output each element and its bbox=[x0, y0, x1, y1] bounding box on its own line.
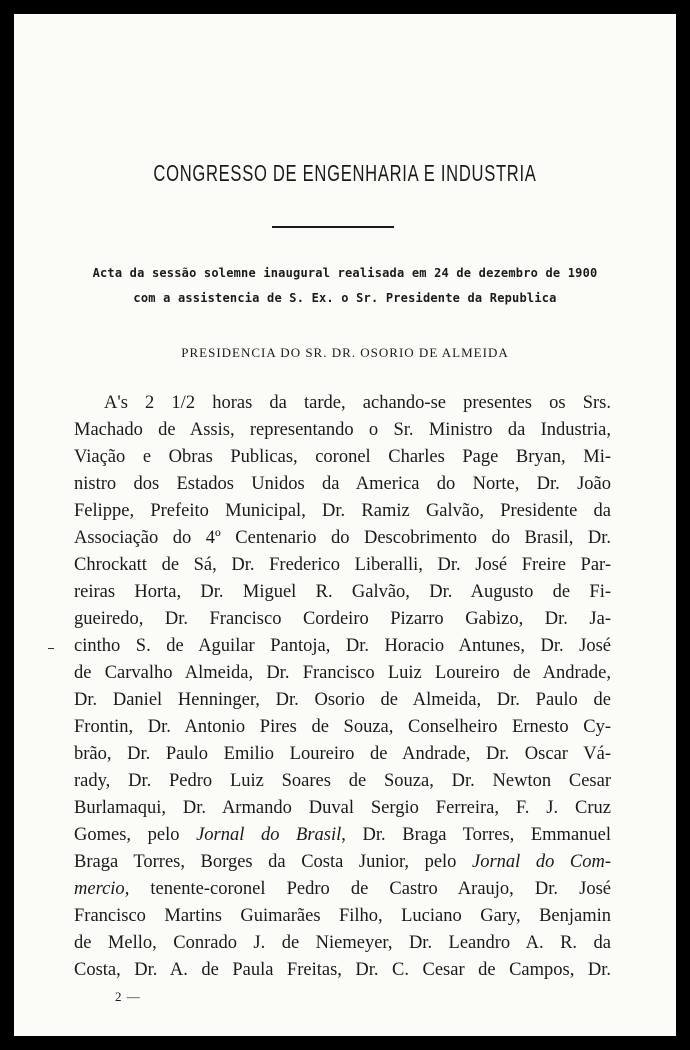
body-line: reiras Horta, Dr. Miguel R. Galvão, Dr. Augusto de Fi- bbox=[74, 582, 611, 602]
line-text: Gomes, pelo bbox=[74, 825, 197, 845]
subtitle-line-2: com a assistencia de S. Ex. o Sr. Presidente da Republica bbox=[133, 291, 557, 305]
title-divider bbox=[272, 226, 394, 228]
newspaper-name: Jornal do Brasil bbox=[196, 825, 342, 845]
line-text: , tenente-coronel Pedro de Castro Araujo, Dr. José bbox=[124, 879, 611, 899]
body-line: Costa, Dr. A. de Paula Freitas, Dr. C. Cesar de Campos, Dr. bbox=[74, 960, 611, 980]
body-line: de Carvalho Almeida, Dr. Francisco Luiz Loureiro de Andrade, bbox=[74, 663, 611, 683]
page-marker: 2 — bbox=[115, 989, 141, 1004]
body-line: Dr. Daniel Henninger, Dr. Osorio de Almeida, Dr. Paulo de bbox=[74, 690, 611, 710]
body-line: de Mello, Conrado J. de Niemeyer, Dr. Leandro A. R. da bbox=[74, 933, 611, 953]
presidency-heading: PRESIDENCIA DO SR. DR. OSORIO DE ALMEIDA bbox=[181, 345, 509, 360]
body-line bbox=[74, 851, 611, 873]
newspaper-name: mercio bbox=[74, 879, 125, 899]
body-line: nistro dos Estados Unidos da America do Norte, Dr. João bbox=[74, 474, 611, 494]
newspaper-name: Jornal do Com- bbox=[471, 852, 611, 872]
document-title: CONGRESSO DE ENGENHARIA E INDUSTRIA bbox=[153, 160, 537, 186]
body-line: brão, Dr. Paulo Emilio Loureiro de Andrade, Dr. Oscar Vá- bbox=[74, 744, 611, 764]
body-line: Francisco Martins Guimarães Filho, Luciano Gary, Benjamin bbox=[74, 906, 611, 926]
body-line: Frontin, Dr. Antonio Pires de Souza, Conselheiro Ernesto Cy- bbox=[74, 717, 611, 737]
body-line: Burlamaqui, Dr. Armando Duval Sergio Ferreira, F. J. Cruz bbox=[74, 798, 611, 818]
body-line: Viação e Obras Publicas, coronel Charles Page Bryan, Mi- bbox=[74, 447, 611, 467]
body-line: A's 2 1/2 horas da tarde, achando-se presentes os Srs. bbox=[104, 393, 611, 413]
margin-mark bbox=[48, 648, 54, 649]
body-line: Felippe, Prefeito Municipal, Dr. Ramiz Galvão, Presidente da bbox=[74, 501, 611, 521]
body-line bbox=[74, 878, 611, 900]
line-text: , Dr. Braga Torres, Emmanuel bbox=[341, 825, 612, 845]
body-line: Chrockatt de Sá, Dr. Frederico Liberalli, Dr. José Freire Par- bbox=[74, 555, 611, 575]
subtitle-line-1: Acta da sessão solemne inaugural realisada em 24 de dezembro de 1900 bbox=[92, 266, 598, 280]
body-line: Associação do 4º Centenario do Descobrimento do Brasil, Dr. bbox=[74, 528, 611, 548]
body-line: cintho S. de Aguilar Pantoja, Dr. Horacio Antunes, Dr. José bbox=[74, 636, 611, 656]
body-line: gueiredo, Dr. Francisco Cordeiro Pizarro Gabizo, Dr. Ja- bbox=[74, 609, 611, 629]
body-line bbox=[74, 824, 611, 846]
body-line: rady, Dr. Pedro Luiz Soares de Souza, Dr. Newton Cesar bbox=[74, 771, 611, 791]
body-line: Machado de Assis, representando o Sr. Ministro da Industria, bbox=[74, 420, 611, 440]
line-text: Braga Torres, Borges da Costa Junior, pelo bbox=[74, 852, 472, 872]
document-page bbox=[14, 14, 676, 1036]
